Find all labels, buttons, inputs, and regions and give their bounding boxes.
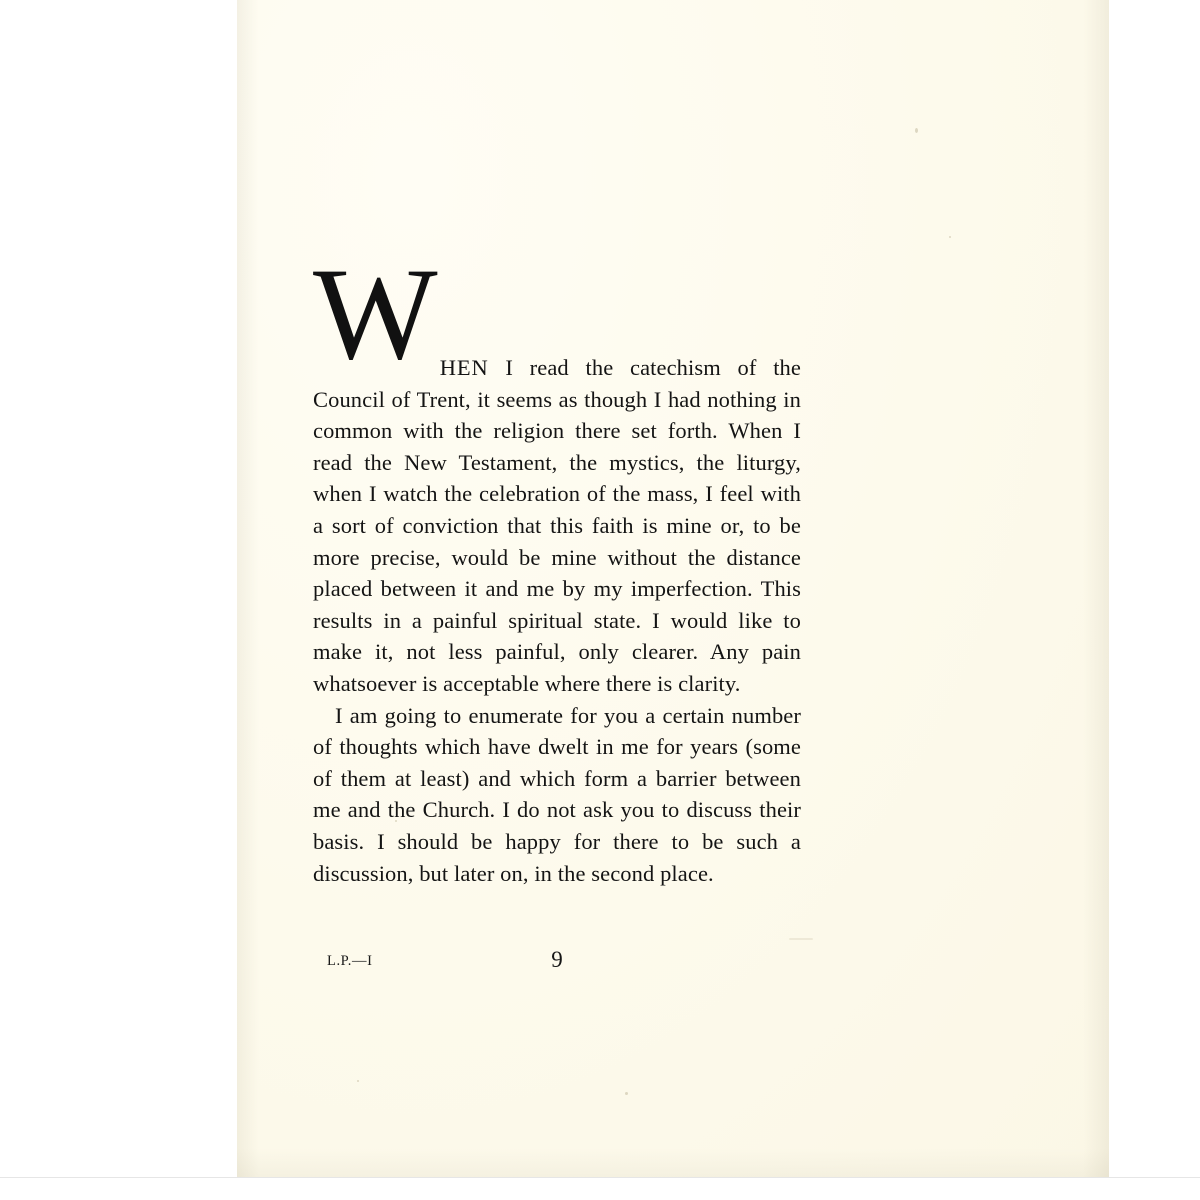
opening-small-caps: HEN xyxy=(439,355,489,380)
signature-mark: L.P.—I xyxy=(327,953,373,969)
paper-speck xyxy=(949,236,951,238)
page-edge-shading-bottom xyxy=(237,1148,1109,1178)
paragraph-1 xyxy=(313,240,801,700)
drop-cap-letter: W xyxy=(313,240,438,387)
paper-speck xyxy=(789,938,813,940)
paragraph-1-text: I read the catechism of the Council of Trent, it seems as though I had nothing in common with the religion there set forth. When I read the New Testament, the mystics, the liturgy, when I watch the celebration of the mass, I feel with a sort of conviction that this faith is mine or, to be more precise, would be mine without the distance placed between it and me by my imperfection. This results in a painful spiritual state. I would like to make it, not less painful, only clearer. Any pain whatsoever is acceptable where there is clarity. xyxy=(313,355,801,696)
page-gutter-shading xyxy=(237,0,259,1178)
page-edge-shading-right xyxy=(1083,0,1109,1178)
book-page xyxy=(237,0,1109,1178)
paper-speck xyxy=(357,1080,359,1082)
paragraph-2: I am going to enumerate for you a certain number of thoughts which have dwelt in me for years (some of them at least) and which form a barrier between me and the Church. I do not ask you to discuss their basis. I should be happy for there to be such a discussion, but later on, in the second place. xyxy=(313,702,801,886)
scan-bottom-strip xyxy=(0,1177,1200,1200)
paper-speck xyxy=(915,128,918,133)
page-text-block xyxy=(313,240,801,889)
page-footer xyxy=(313,947,801,977)
page-number: 9 xyxy=(551,947,563,972)
paper-speck xyxy=(625,1092,628,1095)
